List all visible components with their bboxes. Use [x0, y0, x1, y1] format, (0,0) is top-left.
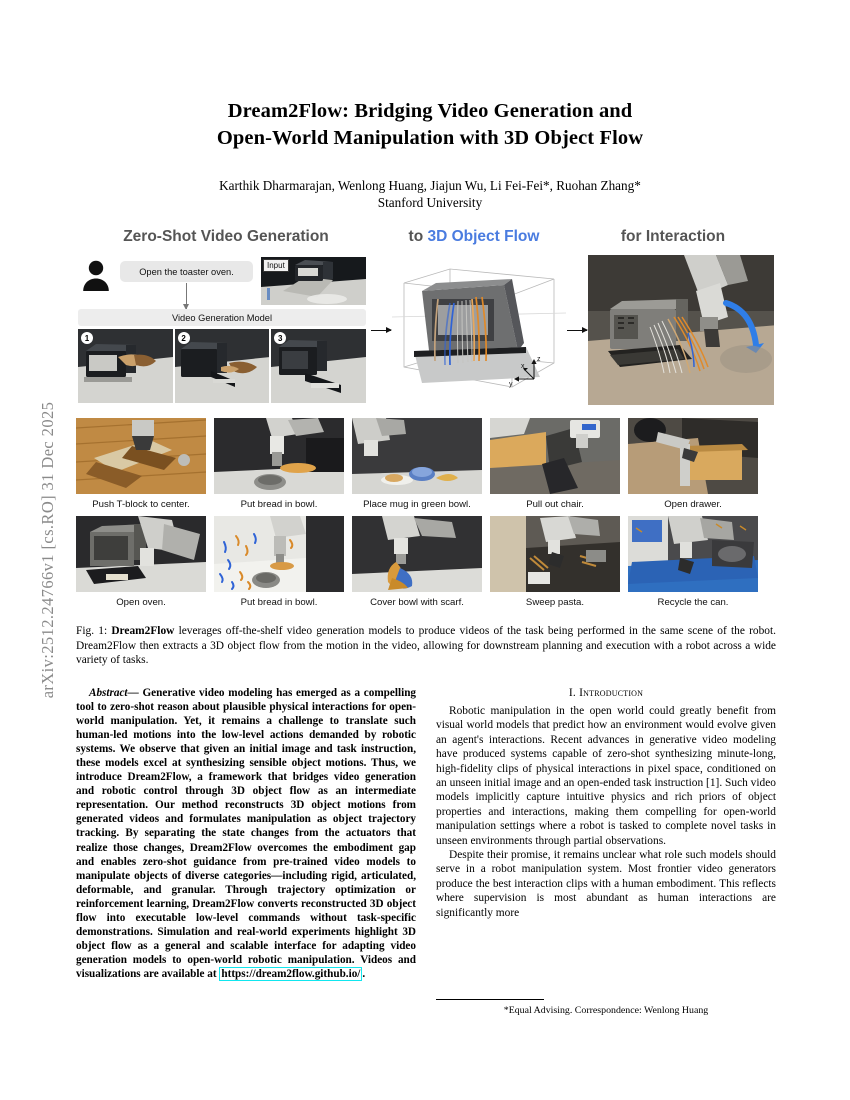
- author-names: Karthik Dharmarajan, Wenlong Huang, Jiajun Wu, Li Fei-Fei*, Ruohan Zhang*: [219, 178, 641, 193]
- connector-arrow-1: [370, 255, 392, 405]
- task-cell: [490, 516, 620, 614]
- task-image: [628, 418, 758, 494]
- pull-out-chair-image: [490, 418, 620, 494]
- teaser-row: [76, 255, 774, 405]
- 3d-flow-visualization: [392, 255, 566, 405]
- axis-label-x: x: [520, 363, 525, 370]
- push-tblock-image: [76, 418, 206, 494]
- axis-label-y: y: [508, 381, 513, 388]
- prompt-bubble: Open the toaster oven.: [120, 261, 253, 282]
- prompt-arrow-icon: [186, 283, 187, 309]
- task-image: [214, 516, 344, 592]
- task-cell: [214, 418, 344, 516]
- task-cell: [490, 418, 620, 516]
- put-bread-in-bowl-2-image: [214, 516, 344, 592]
- task-image: [490, 418, 620, 494]
- abstract-body: [76, 686, 416, 981]
- generated-frame: [271, 329, 366, 403]
- task-caption: Open drawer.: [664, 499, 722, 510]
- abstract-text: Generative video modeling has emerged as a compelling tool to zero-shot reason about plausible physical interactions for open-world manipulation. Yet, it remains a challenge to translate such human-led motions into the low-level actions demanded by robotic systems. We observe that given an initial image and task instruction, these models excel at synthesizing sensible object motions. Thus, we introduce Dream2Flow, a framework that bridges video generation and robotic control through 3D object flow as an intermediate representation. Our method reconstructs 3D object motions from generated videos and formulates manipulation as object trajectory tracking. By separating the state changes from the actuators that realize those changes, Dream2Flow overcomes the embodiment gap and enables zero-shot guidance from pre-trained video models to manipulate objects of diverse categories—including rigid, articulated, deformable, and granular. Through trajectory optimization or reinforcement learning, Dream2Flow converts reconstructed 3D object flow into executable low-level commands without task-specific demonstrations. Simulation and real-world experiments highlight 3D object flow as a general and scalable interface for adapting video generation models to open-world robotic manipulation. Videos and visualizations are available at: [76, 687, 417, 980]
- task-grid: [76, 418, 774, 614]
- put-bread-in-bowl-image: [214, 418, 344, 494]
- cover-bowl-with-scarf-image: [352, 516, 482, 592]
- task-image: [76, 418, 206, 494]
- video-generation-model-bar: Video Generation Model: [78, 309, 366, 326]
- task-caption: Push T-block to center.: [92, 499, 190, 510]
- frame-number: 2: [178, 332, 190, 344]
- arrow-right-icon: [567, 330, 587, 331]
- abstract-dash: —: [127, 687, 143, 699]
- task-caption: Cover bowl with scarf.: [370, 597, 464, 608]
- sweep-pasta-image: [490, 516, 620, 592]
- generated-frame: [175, 329, 270, 403]
- frame-number: 1: [81, 332, 93, 344]
- title-line-2: Open-World Manipulation with 3D Object Flow: [216, 127, 644, 149]
- task-caption: Sweep pasta.: [525, 597, 585, 608]
- intro-paragraph-1: Robotic manipulation in the open world could greatly benefit from visual world models that predict how an environment would evolve given an agent's interactions. Recent advances in generative video modeling have produced systems capable of zero-shot synthesizing minute-long, high-fidelity clips of physical interactions in pixel space, conditioned on an unseen initial image and an open-ended task instruction [1]. Such video models implicitly capture intuitive physics and rich priors of object properties and interactions, making them compelling for open-world manipulation settings where a robot is tasked to complete novel tasks in unseen environments through partial observations.: [436, 705, 776, 847]
- abstract-text-end: .: [362, 967, 366, 980]
- recycle-can-image: [628, 516, 758, 592]
- section-heading-introduction: I. Introduction: [568, 686, 644, 699]
- task-caption: Put bread in bowl.: [240, 499, 318, 510]
- teaser-heading-interaction: for Interaction: [620, 228, 726, 245]
- task-cell: [352, 516, 482, 614]
- project-url-link[interactable]: https://dream2flow.github.io/: [221, 967, 361, 980]
- object-flow-panel: [392, 255, 566, 405]
- task-caption: Recycle the can.: [657, 597, 729, 608]
- task-image: [352, 418, 482, 494]
- footnote-divider: [436, 999, 544, 1000]
- robot-execution-illustration: [588, 255, 774, 405]
- task-cell: [628, 418, 758, 516]
- footnote-text: *Equal Advising. Correspondence: Wenlong Huang: [503, 1005, 709, 1016]
- input-frame-image: [261, 257, 366, 305]
- robot-interaction-panel: [588, 255, 774, 405]
- abstract-column: [76, 686, 416, 981]
- teaser-heading-flow: [376, 228, 572, 246]
- teaser-heading-generation: Zero-Shot Video Generation: [123, 228, 329, 245]
- video-generation-panel: [76, 255, 370, 405]
- task-cell: [214, 516, 344, 614]
- toaster-oven: [608, 299, 692, 367]
- arrow-right-icon: [371, 330, 391, 331]
- place-mug-image: [352, 418, 482, 494]
- generated-frame: [78, 329, 173, 403]
- figure-caption-label: Fig. 1:: [76, 625, 112, 637]
- introduction-column: [436, 686, 776, 920]
- task-cell: [628, 516, 758, 614]
- axis-label-z: z: [536, 356, 541, 363]
- task-cell: [76, 516, 206, 614]
- abstract-label: Abstract: [89, 687, 128, 699]
- affiliation: Stanford University: [377, 194, 483, 210]
- open-oven-image: [76, 516, 206, 592]
- figure-caption: [76, 624, 776, 668]
- task-cell: [76, 418, 206, 516]
- task-caption: Open oven.: [116, 597, 166, 608]
- task-image: [628, 516, 758, 592]
- task-grid-row: [76, 418, 774, 516]
- task-image: [490, 516, 620, 592]
- teaser-headings: [76, 228, 774, 252]
- page-title: [120, 98, 740, 152]
- teaser-heading-flow-prefix: to: [408, 228, 428, 245]
- task-caption: Place mug in green bowl.: [363, 499, 471, 510]
- task-cell: [352, 418, 482, 516]
- arxiv-stamp: arXiv:2512.24766v1 [cs.RO] 31 Dec 2025: [38, 401, 57, 699]
- figure-caption-text: leverages off-the-shelf video generation models to produce videos of the task being performed in the same scene of the robot. Dream2Flow then extracts a 3D object flow from the motion in the video, allowing for downstream planning and execution with a robot across a wide variety of tasks.: [76, 625, 776, 667]
- teaser-figure: [76, 228, 774, 405]
- figure-caption-bold-name: Dream2Flow: [111, 625, 175, 637]
- task-caption: Put bread in bowl.: [240, 597, 318, 608]
- person-icon: [80, 259, 112, 291]
- open-drawer-image: [628, 418, 758, 494]
- generated-frames: [78, 329, 366, 403]
- title-line-1: Dream2Flow: Bridging Video Generation and: [227, 100, 633, 122]
- task-image: [76, 516, 206, 592]
- task-caption: Pull out chair.: [526, 499, 584, 510]
- teaser-heading-flow-accent: 3D Object Flow: [427, 228, 540, 245]
- input-label: Input: [263, 259, 289, 272]
- task-image: [214, 418, 344, 494]
- connector-arrow-2: [566, 255, 588, 405]
- frame-number: 3: [274, 332, 286, 344]
- intro-paragraph-2: Despite their promise, it remains unclear what role such models should serve in a robot manipulation system. Most frontier video generators produce the best interaction clips with a human embodiment. This reflects where supervision is most abundant as human interactions are significantly more: [436, 849, 776, 919]
- task-image: [352, 516, 482, 592]
- author-block: [120, 178, 740, 211]
- task-grid-row: [76, 516, 774, 614]
